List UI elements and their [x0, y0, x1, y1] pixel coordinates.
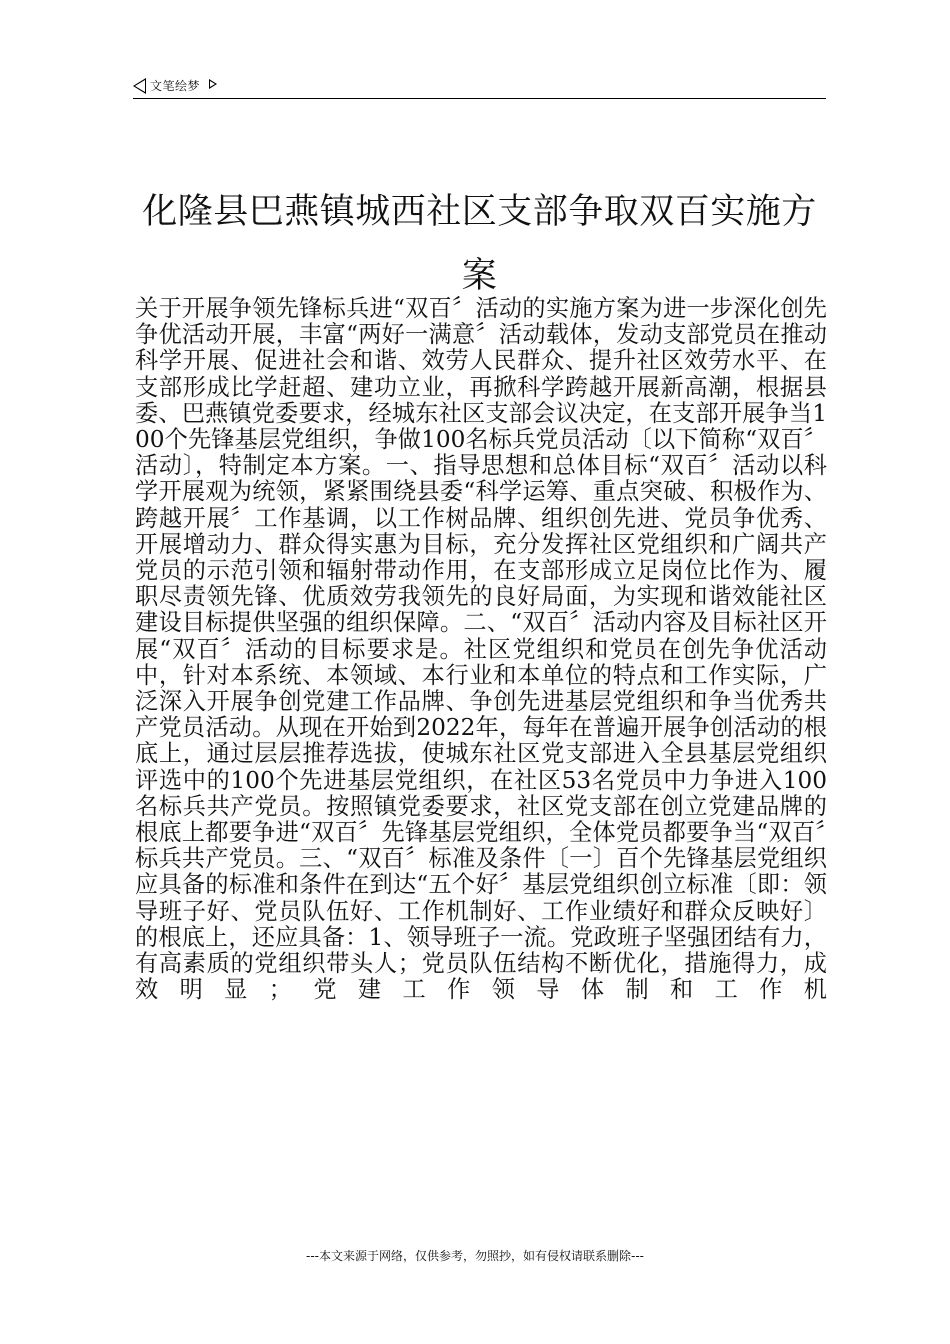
page-header [133, 74, 826, 99]
header-brand: 文笔绘梦 [150, 79, 201, 93]
back-triangle-icon [133, 78, 146, 94]
forward-triangle-icon [209, 79, 217, 89]
document-body: 关于开展争领先锋标兵进“双百〞活动的实施方案为进一步深化创先争优活动开展，丰富“两好一满意〞活动载体，发动支部党员在推动科学开展、促进社会和谐、效劳人民群众、提升社区效劳水平、在支部形成比学赶超、建功立业，再掀科学跨越开展新高潮，根据县委、巴燕镇党委要求，经城东社区支部会议决定，在支部开展争当100个先锋基层党组织，争做100名标兵党员活动〔以下简称“双百〞活动〕，特制定本方案。一、指导思想和总体目标“双百〞活动以科学开展观为统领，紧紧围绕县委“科学运筹、重点突破、积极作为、跨越开展〞工作基调，以工作树品牌、组织创先进、党员争优秀、开展增动力、群众得实惠为目标，充分发挥社区党组织和广阔共产党员的示范引领和辐射带动作用，在支部形成立足岗位比作为、履职尽责领先锋、优质效劳我领先的良好局面，为实现和谐效能社区建设目标提供坚强的组织保障。二、“双百〞活动内容及目标社区开展“双百〞活动的目标要求是。社区党组织和党员在创先争优活动中，针对本系统、本领域、本行业和本单位的特点和工作实际，广泛深入开展争创党建工作品牌、争创先进基层党组织和争当优秀共产党员活动。从现在开始到2022年，每年在普遍开展争创活动的根底上，通过层层推荐选拔，使城东社区党支部进入全县基层党组织评选中的100个先进基层党组织，在社区53名党员中力争进入100名标兵共产党员。按照镇党委要求，社区党支部在创立党建品牌的根底上都要争进“双百〞先锋基层党组织，全体党员都要争当“双百〞标兵共产党员。三、“双百〞标准及条件〔一〕百个先锋基层党组织应具备的标准和条件在到达“五个好〞基层党组织创立标准〔即：领导班子好、党员队伍好、工作机制好、工作业绩好和群众反映好〕的根底上，还应具备：1、领导班子一流。党政班子坚强团结有力，有高素质的党组织带头人；党员队伍结构不断优化，措施得力，成效明显；党建工作领导体制和工作机 [135, 295, 827, 1004]
footer-notice: ---本文来源于网络，仅供参考，勿照抄，如有侵权请联系删除--- [306, 1249, 644, 1263]
document-title: 化隆县巴燕镇城西社区支部争取双百实施方案 [142, 192, 817, 296]
